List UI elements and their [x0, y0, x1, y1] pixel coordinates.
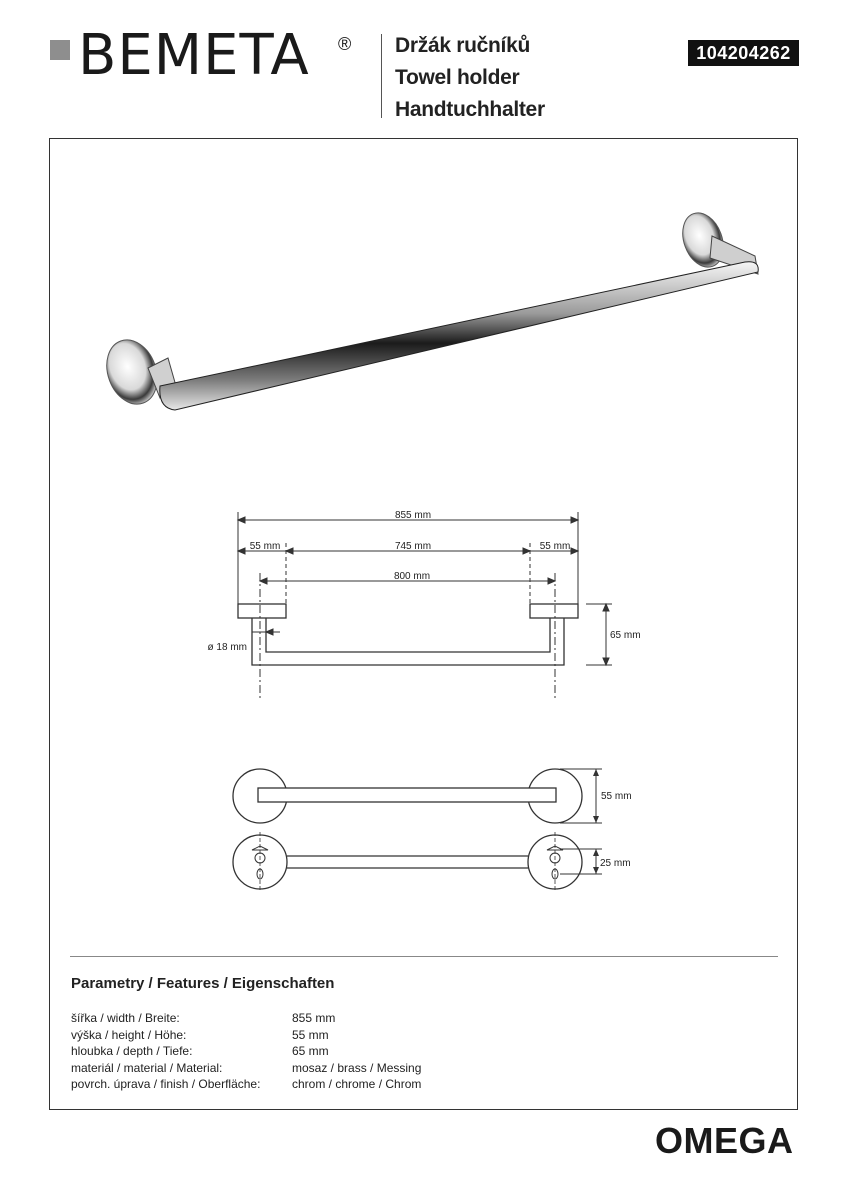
param-label: šířka / width / Breite: — [71, 1011, 180, 1025]
param-row-material — [71, 1060, 421, 1077]
param-value: chrom / chrome / Chrom — [292, 1077, 422, 1091]
params-divider — [70, 956, 778, 957]
param-value: 855 mm — [292, 1011, 336, 1025]
right-wall-disc — [676, 207, 731, 273]
title-en: Towel holder — [395, 66, 520, 89]
series-name: OMEGA — [655, 1120, 794, 1161]
dim-rosette: 25 mm — [600, 858, 631, 869]
dim-total-width: 855 mm — [394, 510, 432, 521]
param-value: 55 mm — [292, 1027, 329, 1042]
param-row-finish — [71, 1076, 421, 1093]
dim-height: 55 mm — [601, 791, 632, 802]
brand-name: BEMETA — [78, 23, 310, 88]
param-label: výška / height / Höhe: — [71, 1027, 187, 1042]
param-value: 65 mm — [292, 1044, 329, 1058]
title-de: Handtuchhalter — [395, 98, 545, 121]
product-code-badge: 104204262 — [688, 40, 799, 66]
param-label: hloubka / depth / Tiefe: — [71, 1044, 193, 1058]
title-cz: Držák ručníků — [395, 34, 530, 57]
dim-bar-diameter: ø 18 mm — [207, 642, 247, 653]
param-label: materiál / material / Material: — [71, 1060, 223, 1075]
dim-inner-span: 745 mm — [394, 541, 432, 552]
param-row-height — [71, 1027, 421, 1044]
product-render — [98, 207, 758, 411]
param-row-width — [71, 1010, 421, 1027]
dim-left-flange: 55 mm — [249, 541, 281, 552]
params-table — [71, 1010, 421, 1093]
dim-mount-span: 800 mm — [393, 571, 431, 582]
registered-mark: ® — [338, 34, 352, 54]
param-row-depth — [71, 1043, 421, 1060]
param-value: mosaz / brass / Messing — [292, 1060, 422, 1075]
dim-depth: 65 mm — [610, 630, 641, 641]
towel-bar — [160, 262, 758, 410]
top-view — [233, 769, 602, 823]
rear-view — [233, 832, 602, 892]
params-heading: Parametry / Features / Eigenschaften — [71, 975, 335, 992]
dim-right-flange: 55 mm — [539, 541, 571, 552]
param-label: povrch. úprava / finish / Oberfläche: — [71, 1077, 261, 1091]
